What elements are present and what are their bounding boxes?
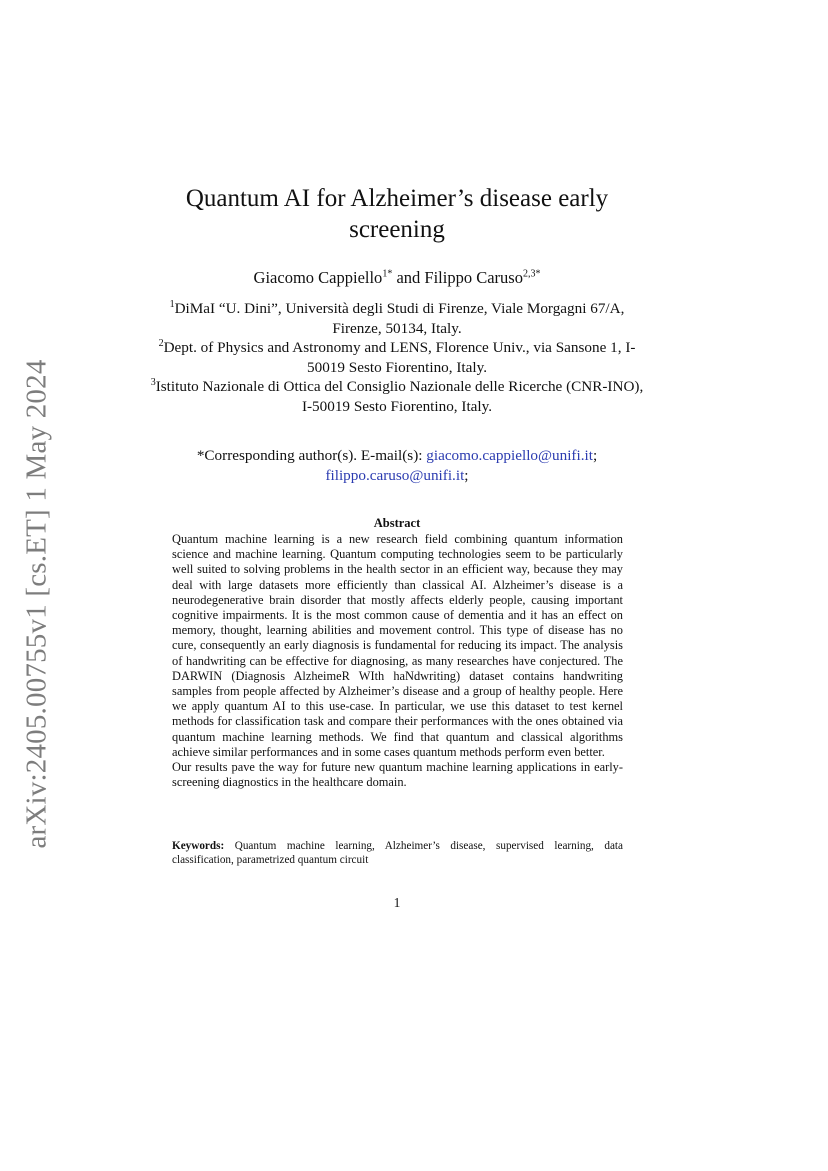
author-list — [150, 267, 644, 289]
affiliation-number: 3 — [150, 376, 156, 388]
corresponding-prefix: *Corresponding author(s). E-mail(s): — [196, 447, 423, 464]
affiliation-text: Dept. of Physics and Astronomy and LENS, Florence Univ., via Sansone 1, I-50019 Sesto Fiorentino, Italy. — [163, 339, 636, 376]
author-name: Giacomo Cappiello — [253, 268, 383, 287]
affiliation — [150, 338, 644, 377]
abstract-paragraph: Our results pave the way for future new quantum machine learning applications in early-screening diagnostics in the healthcare domain. — [172, 760, 623, 790]
email-link[interactable]: filippo.caruso@unifi.it — [325, 467, 465, 484]
email-link[interactable]: giacomo.cappiello@unifi.it — [426, 447, 593, 464]
email-separator: ; — [592, 447, 598, 464]
affiliation-list — [150, 299, 644, 416]
author-affiliation-marker: 2,3* — [522, 268, 541, 280]
arxiv-identifier-stamp: arXiv:2405.00755v1 [cs.ET] 1 May 2024 — [20, 359, 53, 849]
affiliation — [150, 377, 644, 416]
affiliation — [150, 299, 644, 338]
author-name: Filippo Caruso — [424, 268, 523, 287]
affiliation-number: 1 — [169, 298, 175, 310]
affiliation-number: 2 — [158, 337, 164, 349]
keywords-text: Quantum machine learning, Alzheimer’s disease, supervised learning, data classification, parametrized quantum circuit — [172, 840, 623, 866]
abstract-paragraph: Quantum machine learning is a new research field combining quantum information science and machine learning. Quantum computing technologies seem to be particularly well suited to solving problems in the health sector in an efficient way, because they may deal with large datasets more efficiently than classical AI. Alzheimer’s disease is a neurodegenerative brain disorder that mostly affects elderly people, causing important cognitive impairments. It is the most common cause of dementia and it has an effect on memory, thought, learning abilities and movement control. This type of disease has no cure, consequently an early diagnosis is fundamental for reducing its impact. The analysis of handwriting can be effective for diagnosing, as many researches have conjectured. The DARWIN (Diagnosis AlzheimeR WIth haNdwriting) dataset contains handwriting samples from people affected by Alzheimer’s disease and a group of healthy people. Here we apply quantum AI to this use-case. In particular, we use this dataset to test kernel methods for classification task and compare their performances with the ones obtained via quantum machine learning methods. We find that quantum and classical algorithms achieve similar performances and in some cases quantum methods perform even better. — [172, 532, 623, 759]
abstract-body — [172, 532, 623, 790]
page-number: 1 — [393, 895, 401, 910]
keywords-label: Keywords: — [172, 840, 225, 852]
keywords — [172, 839, 623, 867]
paper-title: Quantum AI for Alzheimer’s disease early screening — [185, 185, 609, 243]
author-affiliation-marker: 1* — [382, 268, 393, 280]
corresponding-author-note — [150, 446, 644, 486]
abstract-heading: Abstract — [373, 516, 421, 530]
affiliation-text: Istituto Nazionale di Ottica del Consiglio Nazionale delle Ricerche (CNR-INO), I-50019 Sesto Fiorentino, Italy. — [155, 378, 644, 415]
author-conjunction: and — [396, 268, 421, 287]
email-separator: ; — [464, 467, 469, 484]
affiliation-text: DiMaI “U. Dini”, Università degli Studi di Firenze, Viale Morgagni 67/A, Firenze, 50134, Italy. — [174, 300, 625, 337]
